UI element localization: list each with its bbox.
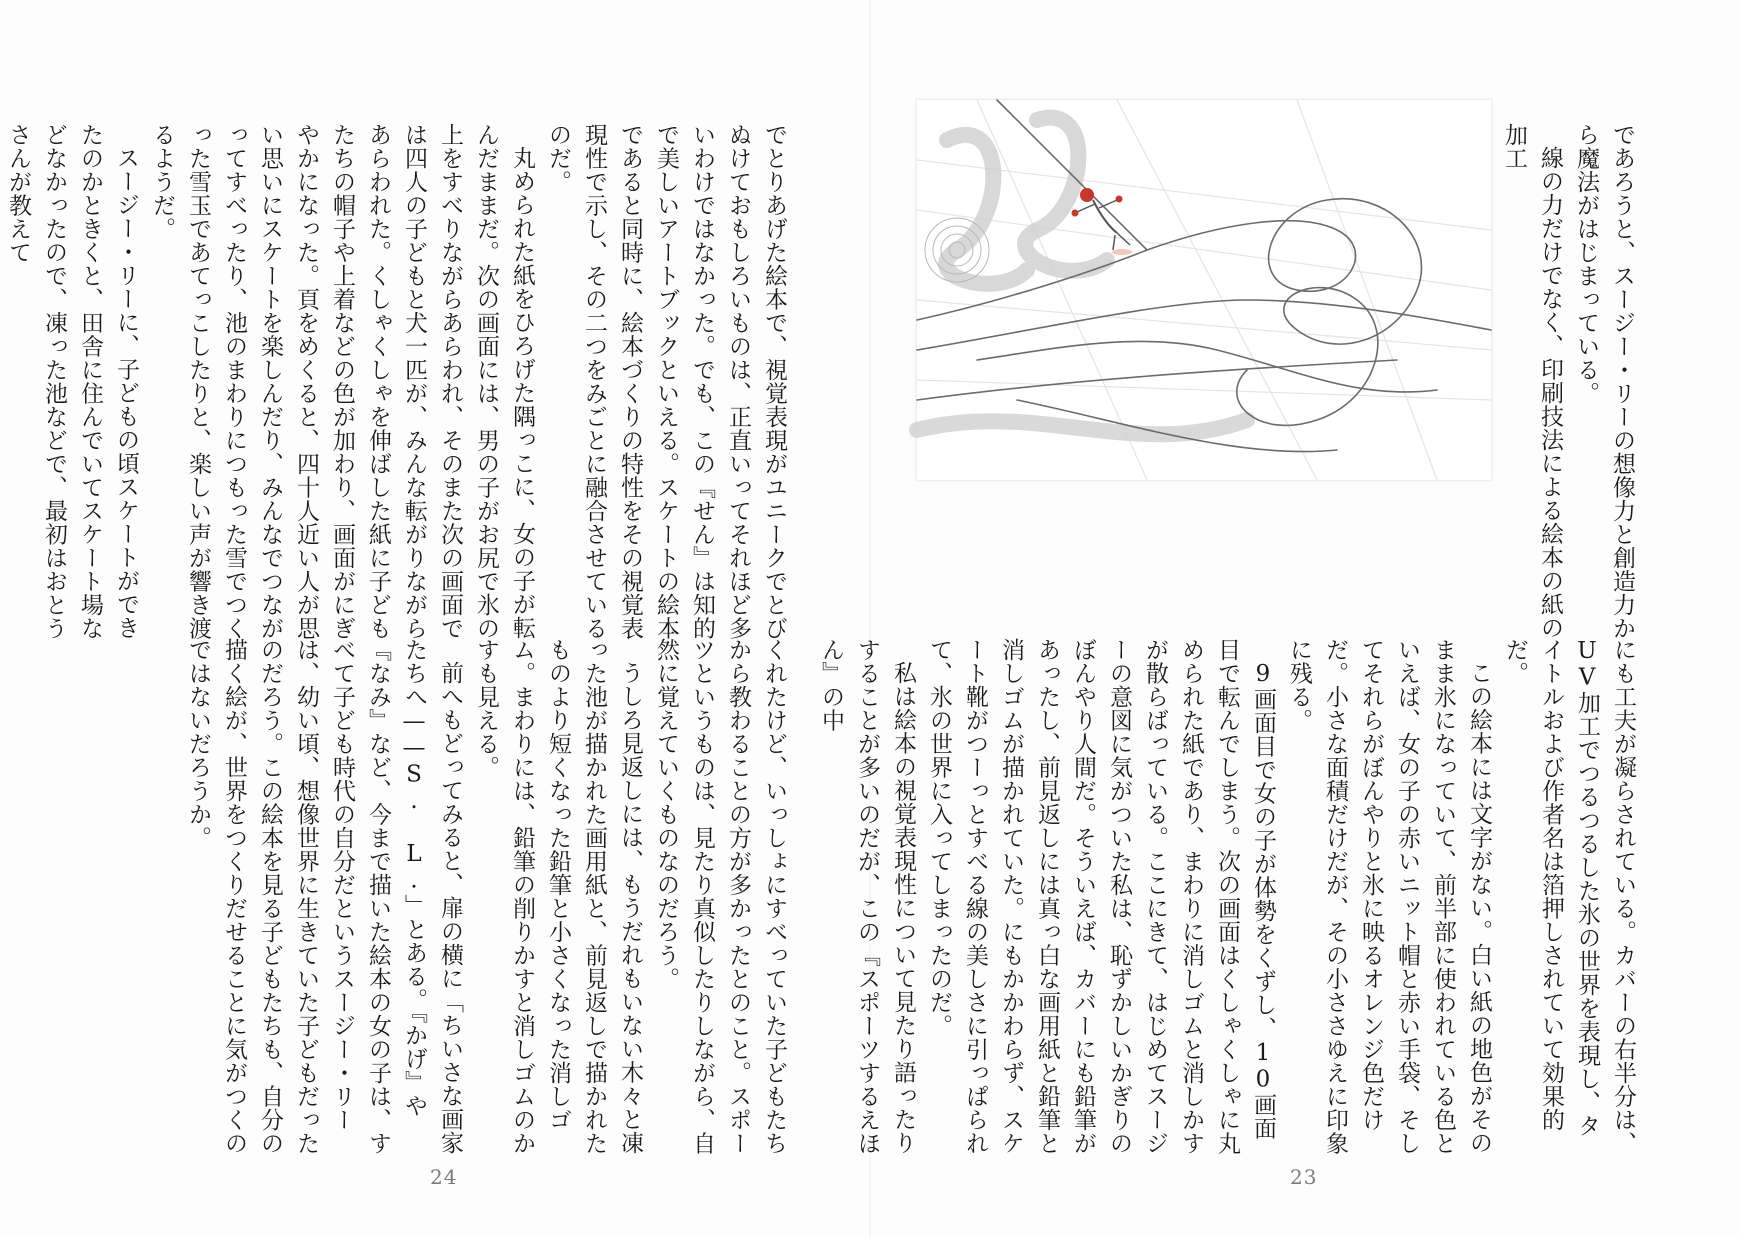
- page-23-lower-text: [818, 638, 1641, 1158]
- page-24-upper-text: [5, 123, 792, 643]
- paragraph: この絵本には文字がない。白い紙の地色がそのまま氷になっていて、前半部に使われている色といえば、女の子の赤いニット帽と赤い手袋、そしてそれらがぼんやりと氷に映るオレンジ色だけだ。小さな面積だけだが、その小ささゆえに印象に残る。: [1286, 638, 1492, 1155]
- paragraph: にも工夫が凝らされている。カバーの右半分は、UV加工でつるつるした氷の世界を表現し、タイトルおよび作者名は箔押しされていて効果的だ。: [1502, 638, 1636, 1155]
- paragraph: スージー・リーに、子どもの頃スケートができたのかときくと、田舎に住んでいてスケート場などなかったので、凍った池などで、最初はおとうさんが教えて: [5, 123, 139, 640]
- paragraph: くれたけど、いっしょにすべっていた子どもたちから教わることの方が多かったとのこと。スポーツというものは、見たり真似したりしながら、自然に覚えていくものなのだろう。: [653, 638, 787, 1155]
- paragraph: でとりあげた絵本で、視覚表現がユニークでとびぬけておもしろいものは、正直いってそれほど多いわけではなかった。でも、この『せん』は知的で美しいアートブックといえる。スケートの絵本であると同時に、絵本づくりの特性をその視覚表現性で示し、その二つをみごとに融合させているのだ。: [545, 123, 787, 640]
- page-number-24: 24: [430, 1165, 458, 1189]
- page-number-23: 23: [1290, 1165, 1318, 1189]
- paragraph: 前へもどってみると、扉の横に「ちいさな画家たちへ——S. L.」とある。『かげ』や『なみ』など、今まで描いた絵本の女の子は、すべて子ども時代の自分だというスージー・リーは、幼い頃、想像世界に生きていた子どもだったのだろう。この絵本を見る子どもたちも、自分の描く絵が、世界をつくりだせることに気がつくのではないだろうか。: [185, 638, 463, 1155]
- paragraph: 9画面目で女の子が体勢をくずし、10画面目で転んでしまう。次の画面はくしゃくしゃに丸められた紙であり、まわりに消しゴムと消しかすが散らばっている。ここにきて、はじめてスージーの意図に気がついた私は、恥ずかしいかぎりのぼんやり人間だ。そういえば、カバーにも鉛筆があったし、前見返しには真っ白な画用紙と鉛筆と消しゴムが描かれていた。にもかかわらず、スケート靴がつーっとすべる線の美しさに引っぱられて、氷の世界に入ってしまったのだ。: [926, 638, 1276, 1155]
- paragraph: うしろ見返しには、もうだれもいない木々と凍った池が描かれた画用紙と、前見返しで描かれたものより短くなった鉛筆と小さくなった消しゴム。まわりには、鉛筆の削りかすと消しゴムのかすも見える。: [473, 638, 643, 1155]
- paragraph: 丸められた紙をひろげた隅っこに、女の子が転んだままだ。次の画面には、男の子がお尻で氷の上をすべりながらあらわれ、そのまた次の画面では四人の子どもと犬一匹が、みんな転がりながらあらわれた。くしゃくしゃを伸ばした紙に子どもたちの帽子や上着などの色が加わり、画面がにぎやかになった。頁をめくると、四十人近い人が思い思いにスケートを楽しんだり、みんなでつながってすべったり、池のまわりにつもった雪でつくった雪玉であてっこしたりと、楽しい声が響き渡るようだ。: [149, 123, 535, 640]
- paragraph: 私は絵本の視覚表現性について見たり語ったりすることが多いのだが、この『スポーツするえほん』の中: [818, 638, 916, 1155]
- paragraph: であろうと、スージー・リーの想像力と創造力から魔法がはじまっている。: [1573, 123, 1635, 640]
- page-24-lower-text: [185, 638, 792, 1158]
- paragraph: 線の力だけでなく、印刷技法による絵本の紙の加工: [1501, 123, 1563, 640]
- skater-illustration: [917, 100, 1491, 480]
